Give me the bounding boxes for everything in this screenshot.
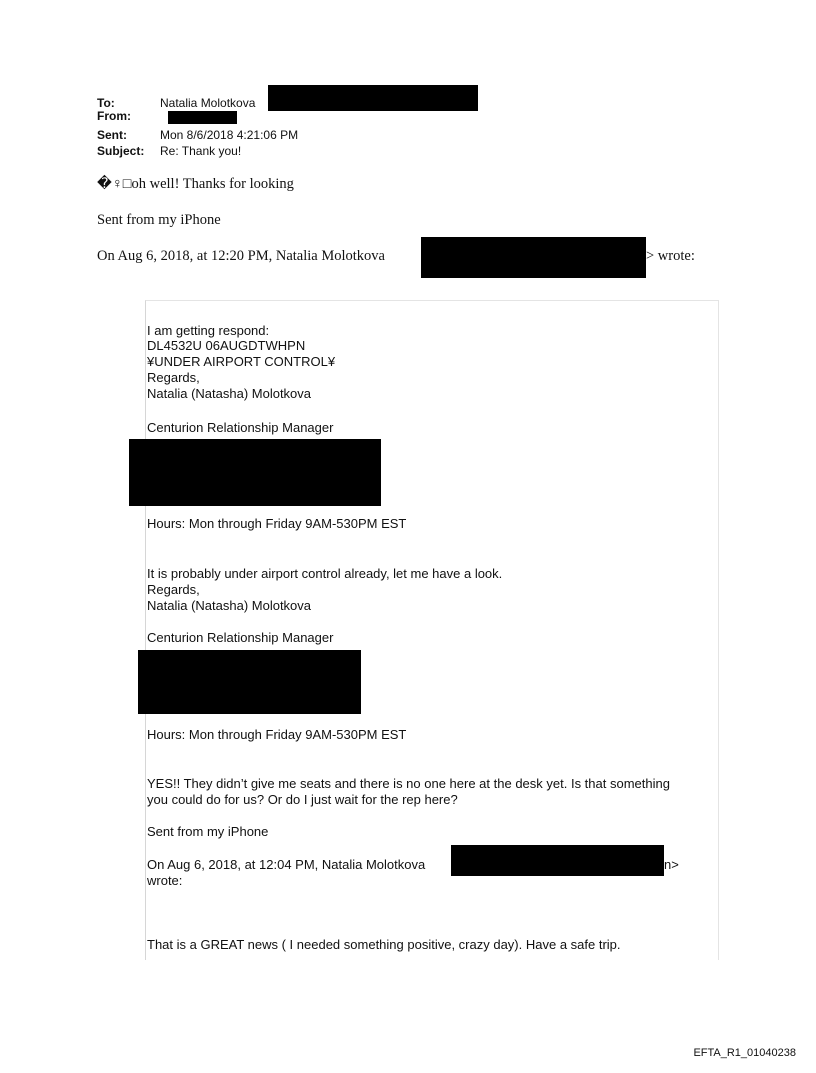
redaction-contact-1 (129, 439, 381, 506)
from-label: From: (97, 109, 131, 123)
quoted-line: I am getting respond: (147, 323, 270, 338)
redaction-email-2 (451, 845, 664, 876)
quoted-intro-end: n> (664, 857, 679, 872)
office-hours: Hours: Mon through Friday 9AM-530PM EST (147, 727, 407, 742)
subject-value: Re: Thank you! (160, 144, 242, 158)
quoted-intro-wrote: wrote: (147, 873, 183, 888)
subject-label: Subject: (97, 144, 145, 158)
quoted-line: ¥UNDER AIRPORT CONTROL¥ (147, 354, 336, 369)
quote-intro: On Aug 6, 2018, at 12:20 PM, Natalia Molotkova (97, 248, 385, 264)
redaction-from (168, 111, 237, 124)
to-label: To: (97, 96, 115, 110)
quoted-intro: On Aug 6, 2018, at 12:04 PM, Natalia Molotkova (147, 857, 426, 872)
redaction-email-1 (421, 237, 646, 278)
quoted-line: Natalia (Natasha) Molotkova (147, 598, 312, 613)
reply-signature: Sent from my iPhone (97, 212, 221, 228)
reply-line: �♀□oh well! Thanks for looking (97, 176, 294, 192)
document-id: EFTA_R1_01040238 (693, 1047, 796, 1059)
quoted-line: Natalia (Natasha) Molotkova (147, 386, 312, 401)
redaction-to (268, 85, 478, 111)
quoted-line: It is probably under airport control already, let me have a look. (147, 566, 503, 581)
job-title: Centurion Relationship Manager (147, 630, 334, 645)
quote-intro-end: > wrote: (646, 248, 695, 264)
quoted-line: Regards, (147, 370, 200, 385)
sent-label: Sent: (97, 128, 127, 142)
redaction-contact-2 (138, 650, 361, 714)
sent-value: Mon 8/6/2018 4:21:06 PM (160, 128, 299, 142)
quoted-message-4: That is a GREAT news ( I needed something positive, crazy day). Have a safe trip. (147, 937, 621, 952)
job-title: Centurion Relationship Manager (147, 420, 334, 435)
quoted-line: you could do for us? Or do I just wait for the rep here? (147, 792, 458, 807)
quoted-line: Regards, (147, 582, 200, 597)
office-hours: Hours: Mon through Friday 9AM-530PM EST (147, 516, 407, 531)
quoted-signature: Sent from my iPhone (147, 824, 269, 839)
quoted-line: DL4532U 06AUGDTWHPN (147, 338, 306, 353)
quoted-line: YES!! They didn’t give me seats and there is no one here at the desk yet. Is that something (147, 776, 670, 791)
to-value: Natalia Molotkova (160, 96, 256, 110)
